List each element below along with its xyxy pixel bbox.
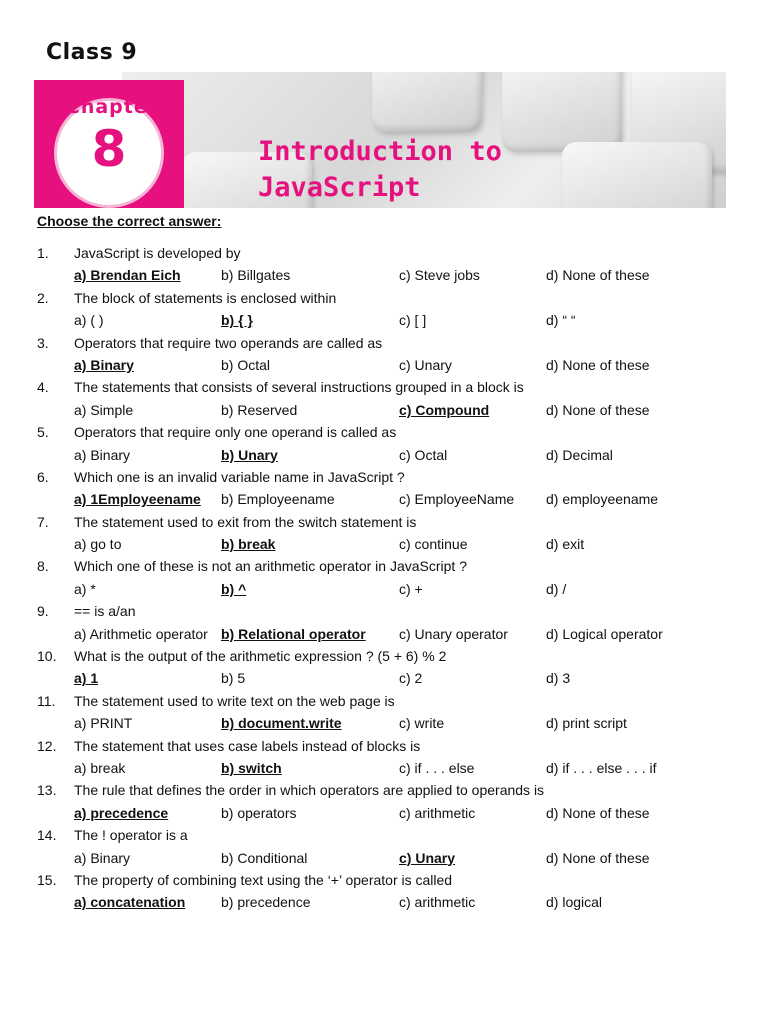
question-text: The rule that defines the order in which operators are applied to operands is: [74, 782, 545, 799]
option-b: b) Relational operator: [221, 625, 366, 642]
option-a: a) Arithmetic operator: [74, 625, 208, 642]
question-item: [37, 779, 737, 824]
question-item: [37, 555, 737, 600]
option-c: c) 2: [399, 670, 423, 687]
option-d: d) 3: [546, 670, 571, 687]
question-number: 3.: [37, 334, 49, 351]
question-item: [37, 869, 737, 914]
question-number: 5.: [37, 424, 49, 441]
option-c: c) write: [399, 715, 445, 732]
option-a: a) Binary: [74, 356, 134, 373]
option-b: b) switch: [221, 759, 282, 776]
option-b: b) document.write: [221, 715, 342, 732]
option-b: b) precedence: [221, 894, 311, 911]
option-c: c) Unary operator: [399, 625, 508, 642]
option-c: c) Unary: [399, 849, 456, 866]
option-c: c) continue: [399, 536, 468, 553]
option-a: a) PRINT: [74, 715, 133, 732]
question-item: [37, 735, 737, 780]
option-a: a) 1Employeename: [74, 491, 201, 508]
option-a: a) break: [74, 759, 126, 776]
question-text: JavaScript is developed by: [74, 245, 241, 261]
question-number: 4.: [37, 379, 49, 396]
chapter-badge: [34, 80, 184, 208]
option-d: d) logical: [546, 894, 603, 911]
question-item: [37, 421, 737, 466]
option-a: a) *: [74, 580, 96, 597]
option-d: d) exit: [546, 536, 585, 553]
question-text: The statement used to exit from the switch statement is: [74, 513, 417, 530]
question-item: [37, 824, 737, 869]
option-c: c) [ ]: [399, 312, 427, 329]
chapter-title-line2: JavaScript: [258, 172, 421, 203]
question-text: Which one is an invalid variable name in JavaScript ?: [74, 468, 405, 485]
option-a: a) Simple: [74, 401, 134, 418]
option-d: d) None of these: [546, 849, 650, 866]
question-number: 11.: [37, 692, 56, 709]
option-a: a) Binary: [74, 849, 131, 866]
option-d: d) Logical operator: [546, 625, 663, 642]
option-a: a) ( ): [74, 312, 104, 329]
question-item: [37, 332, 737, 377]
instruction-heading: Choose the correct answer:: [37, 213, 222, 229]
question-number: 9.: [37, 603, 49, 620]
question-text: Operators that require two operands are called as: [74, 334, 383, 351]
option-b: b) ^: [221, 580, 247, 597]
option-c: c) +: [399, 580, 423, 597]
option-a: a) concatenation: [74, 894, 186, 911]
question-item: [37, 466, 737, 511]
option-c: c) Octal: [399, 446, 448, 463]
option-b: b) operators: [221, 804, 297, 821]
chapter-title: [258, 134, 502, 206]
option-d: d) None of these: [546, 401, 650, 418]
option-b: b) Conditional: [221, 849, 308, 866]
option-b: b) Octal: [221, 356, 271, 373]
question-number: 13.: [37, 782, 57, 799]
option-d: d) if . . . else . . . if: [546, 759, 657, 776]
option-d: d) employeename: [546, 491, 659, 508]
question-item: [37, 645, 737, 690]
question-item: [37, 690, 737, 735]
chapter-title-line1: Introduction to: [258, 136, 502, 167]
option-d: d) Decimal: [546, 446, 613, 463]
option-b: b) Billgates: [221, 267, 291, 284]
question-item: [37, 600, 737, 645]
keyboard-key-shape: [502, 72, 622, 152]
option-d: d) None of these: [546, 356, 650, 373]
question-number: 7.: [37, 513, 49, 530]
option-d: d) print script: [546, 715, 627, 732]
option-d: d) None of these: [546, 804, 650, 821]
question-text: The statement that uses case labels instead of blocks is: [74, 737, 421, 754]
option-a: a) go to: [74, 536, 122, 553]
option-c: c) Unary: [399, 356, 452, 373]
option-c: c) Compound: [399, 401, 490, 418]
option-b: b) Unary: [221, 446, 278, 463]
option-c: c) arithmetic: [399, 804, 476, 821]
option-a: a) Binary: [74, 446, 131, 463]
chapter-word: Chapter: [65, 96, 159, 118]
question-item: [37, 242, 737, 287]
option-a: a) 1: [74, 670, 99, 687]
question-number: 8.: [37, 558, 49, 575]
option-b: b) Employeename: [221, 491, 335, 508]
keyboard-key-shape: [372, 72, 482, 132]
option-b: b) break: [221, 536, 276, 553]
question-text: The block of statements is enclosed within: [74, 289, 337, 306]
question-item: [37, 376, 737, 421]
keyboard-key-shape: [562, 142, 712, 208]
option-c: c) Steve jobs: [399, 267, 480, 284]
option-a: a) Brendan Eich: [74, 267, 181, 284]
option-d: d) None of these: [546, 267, 650, 284]
option-c: c) EmployeeName: [399, 491, 515, 508]
option-b: b) { }: [221, 312, 253, 329]
chapter-banner: [34, 72, 726, 208]
class-label: Class 9: [46, 40, 138, 65]
question-number: 10.: [37, 648, 57, 665]
question-number: 2.: [37, 289, 49, 306]
question-text: The statement used to write text on the web page is: [74, 692, 395, 709]
question-text: == is a/an: [74, 603, 136, 620]
question-text: Operators that require only one operand is called as: [74, 424, 397, 441]
question-number: 6.: [37, 468, 49, 485]
chapter-number: 8: [91, 120, 127, 178]
question-text: The property of combining text using the ‘+’ operator is called: [74, 871, 453, 888]
question-text: What is the output of the arithmetic expression ? (5 + 6) % 2: [74, 648, 447, 665]
option-b: b) Reserved: [221, 401, 298, 418]
question-text: Which one of these is not an arithmetic operator in JavaScript ?: [74, 558, 467, 575]
question-item: [37, 287, 737, 332]
option-a: a) precedence: [74, 804, 169, 821]
option-c: c) arithmetic: [399, 894, 476, 911]
question-number: 12.: [37, 737, 57, 754]
option-c: c) if . . . else: [399, 759, 475, 776]
question-text: The statements that consists of several instructions grouped in a block is: [74, 379, 524, 396]
question-number: 1.: [37, 245, 49, 261]
option-d: d) /: [546, 580, 567, 597]
question-number: 15.: [37, 871, 57, 888]
option-b: b) 5: [221, 670, 246, 687]
question-number: 14.: [37, 827, 57, 844]
question-text: The ! operator is a: [74, 827, 188, 844]
question-item: [37, 511, 737, 556]
question-list: [37, 242, 737, 914]
option-d: d) “ “: [546, 312, 576, 329]
